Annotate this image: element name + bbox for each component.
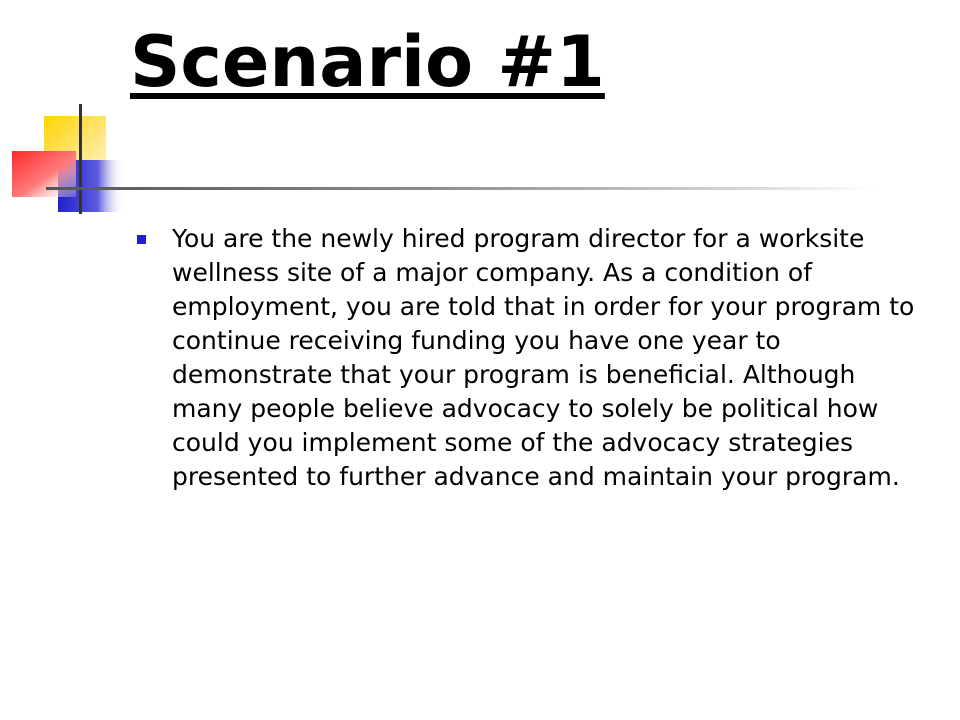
square-bullet-icon <box>137 235 146 244</box>
bullet-list <box>132 222 922 494</box>
list-item <box>132 222 922 494</box>
yellow-square-shape <box>44 116 106 178</box>
horizontal-rule <box>46 187 876 190</box>
bullet-text: You are the newly hired program director for a worksite wellness site of a major company. As a condition of employment, you are told that in order for your program to continue receiving funding you have one year to demonstrate that your program is beneficial. Although many people believe advocacy to solely be political how could you implement some of the advocacy strategies presented to further advance and maintain your program. <box>172 224 915 491</box>
blue-square-shape <box>58 160 124 212</box>
slide-title: Scenario #1 <box>130 21 605 103</box>
vertical-rule <box>79 104 82 214</box>
red-square-shape <box>12 151 76 197</box>
